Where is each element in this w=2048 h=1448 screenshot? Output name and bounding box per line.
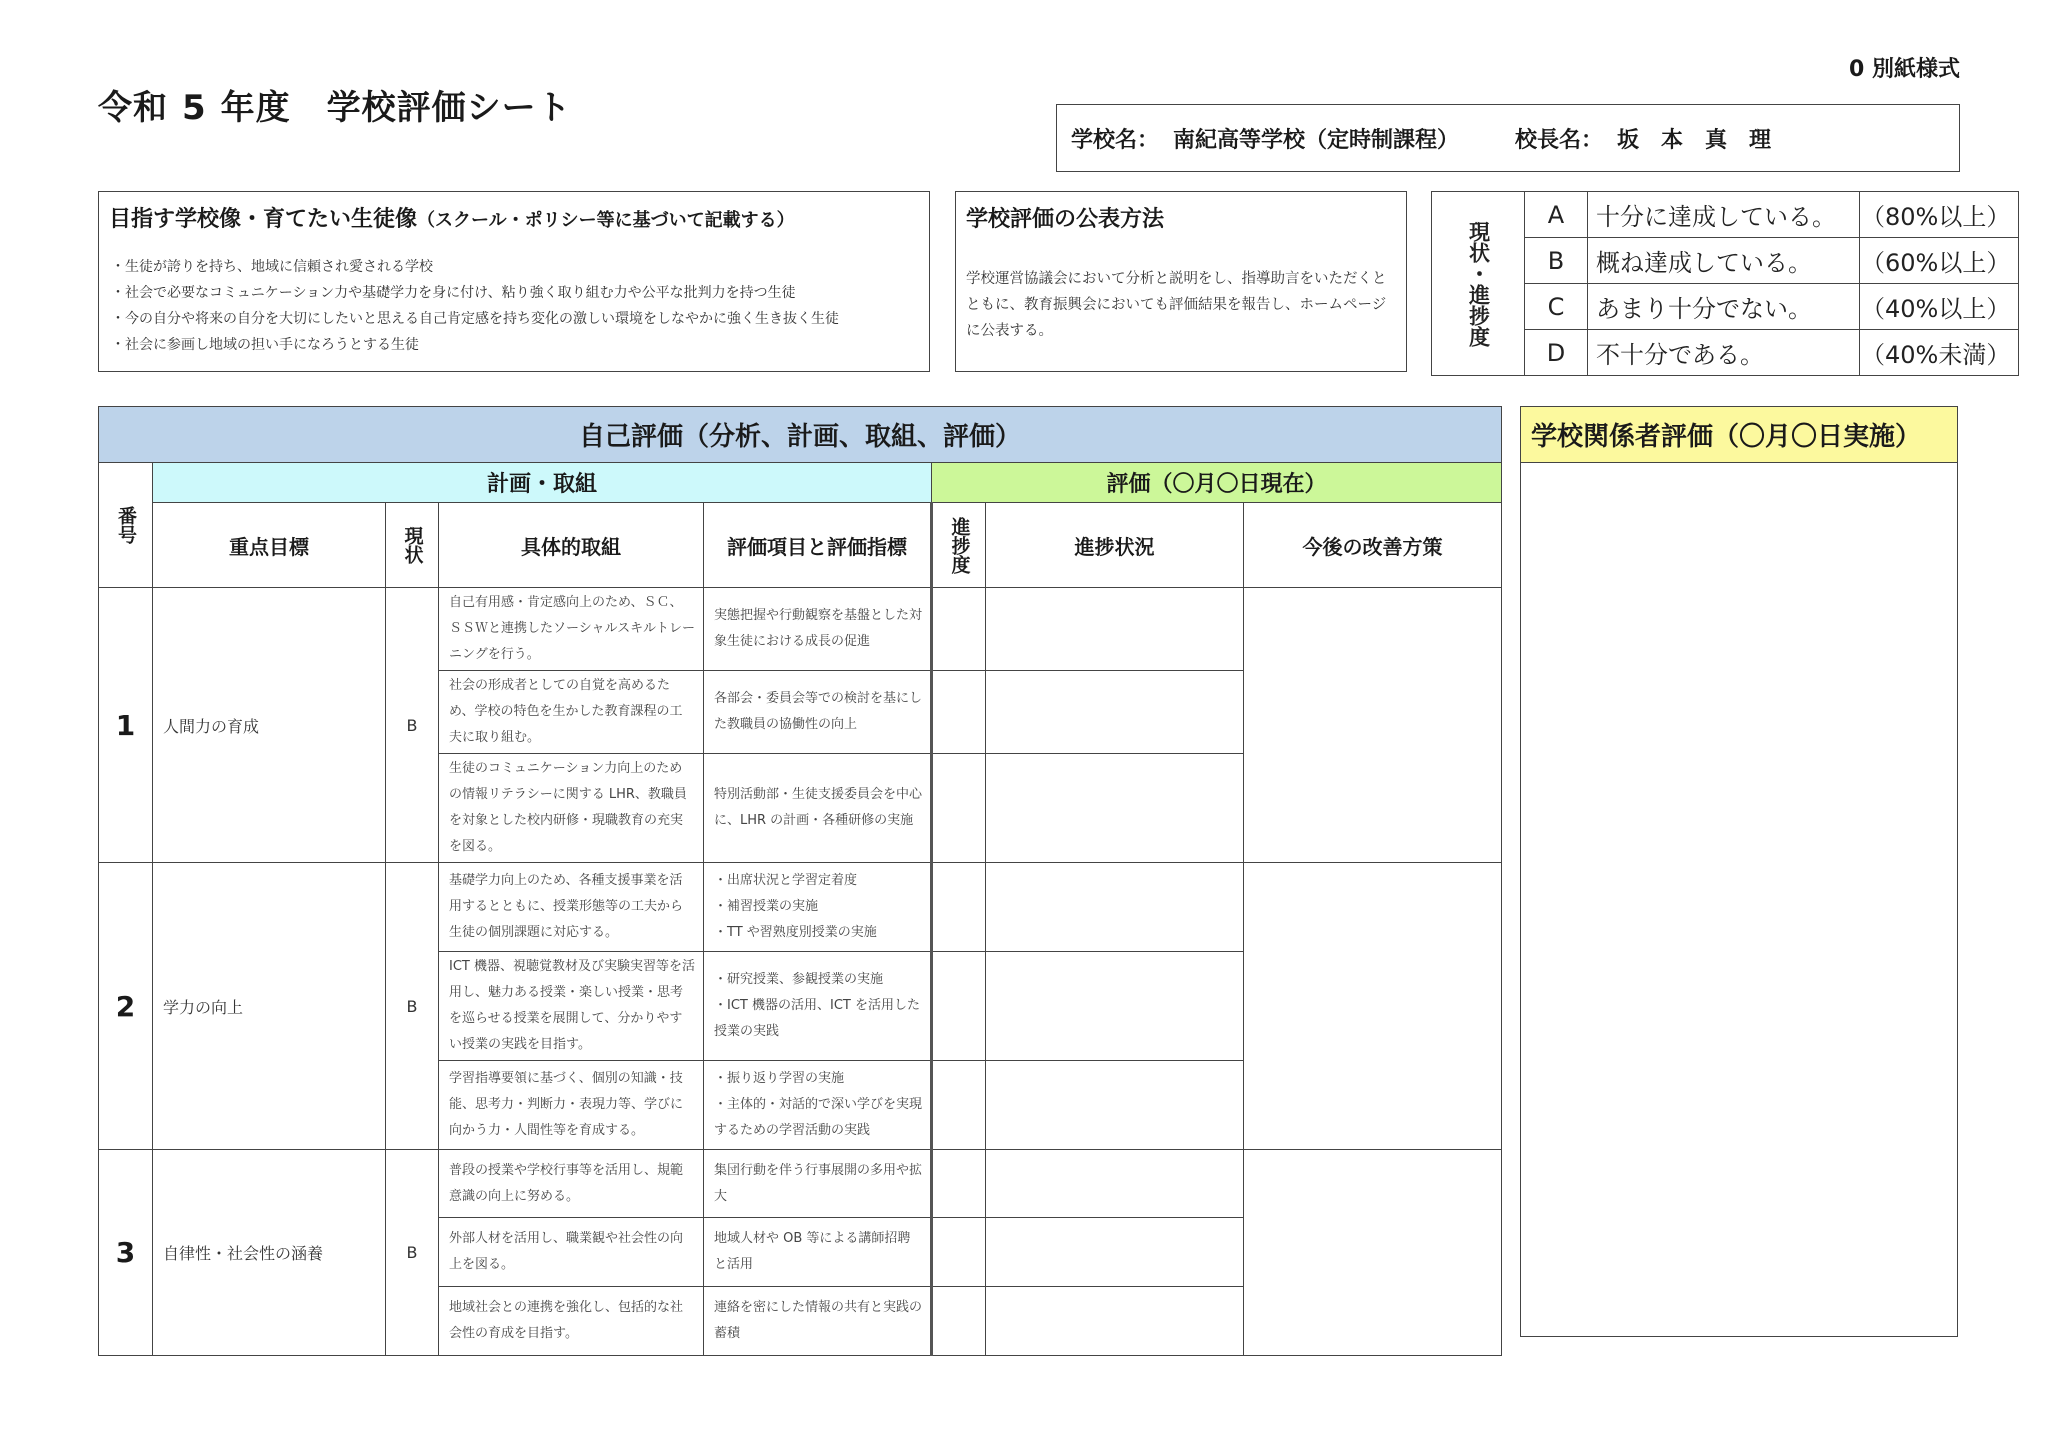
indicator-cell <box>704 588 932 671</box>
progress-level-cell[interactable] <box>932 754 986 863</box>
scale-pct: （40%未満） <box>1860 330 2019 376</box>
indicator-cell <box>704 1150 932 1218</box>
principal-label: 校長名： <box>1515 127 1604 153</box>
col-improvement: 今後の改善方策 <box>1244 503 1502 588</box>
table-row <box>1432 192 2019 238</box>
col-state <box>386 503 439 588</box>
indicator-cell <box>704 952 932 1061</box>
improvement-cell[interactable] <box>1244 1150 1502 1356</box>
indicator-line: ・研究授業、参観授業の実施 <box>714 972 884 987</box>
progress-level-cell[interactable] <box>932 1287 986 1356</box>
action-cell: 普段の授業や学校行事等を活用し、規範意識の向上に努める。 <box>439 1150 704 1218</box>
indicator-line: 集団行動を伴う行事展開の多用や拡大 <box>714 1162 923 1204</box>
school-name-label: 学校名： <box>1071 127 1160 153</box>
scale-legend <box>1431 191 2019 376</box>
action-cell: 生徒のコミュニケーション力向上のための情報リテラシーに関する LHR、教職員を対象とした校内研修・現職教育の充実を図る。 <box>439 754 704 863</box>
indicator-cell <box>704 863 932 952</box>
scale-pct: （40%以上） <box>1860 284 2019 330</box>
action-cell: 基礎学力向上のため、各種支援事業を活用するとともに、授業形態等の工夫から生徒の個別課題に対応する。 <box>439 863 704 952</box>
goal-name: 学力の向上 <box>153 863 386 1150</box>
progress-level-cell[interactable] <box>932 671 986 754</box>
stakeholder-eval-title: 学校関係者評価（〇月〇日実施） <box>1521 407 1957 463</box>
indicator-line: 連絡を密にした情報の共有と実践の蓄積 <box>714 1300 923 1341</box>
table-row <box>99 463 1502 503</box>
action-cell: 自己有用感・肯定感向上のため、ＳＣ、ＳＳＷと連携したソーシャルスキルトレーニングを行う。 <box>439 588 704 671</box>
scale-grade: C <box>1525 284 1588 330</box>
goal-number: 1 <box>99 588 153 863</box>
title-name: 学校評価シート <box>326 88 572 128</box>
progress-status-cell[interactable] <box>986 1218 1244 1287</box>
stakeholder-eval-body[interactable] <box>1521 463 1957 1336</box>
self-eval-section <box>98 406 1502 1356</box>
goal-state: B <box>386 1150 439 1356</box>
scale-grade: B <box>1525 238 1588 284</box>
indicator-line: ・出席状況と学習定着度 <box>714 873 858 888</box>
col-progress-level-text: 進捗度 <box>948 516 971 574</box>
indicator-line: ・振り返り学習の実施 <box>714 1071 845 1086</box>
progress-level-cell[interactable] <box>932 1218 986 1287</box>
vision-title <box>109 202 795 233</box>
school-name: 南紀高等学校（定時制課程） <box>1173 127 1460 153</box>
eval-header: 評価（〇月〇日現在） <box>932 463 1502 503</box>
scale-grade: A <box>1525 192 1588 238</box>
progress-status-cell[interactable] <box>986 1287 1244 1356</box>
self-eval-title: 自己評価（分析、計画、取組、評価） <box>99 407 1502 463</box>
progress-status-cell[interactable] <box>986 952 1244 1061</box>
improvement-cell[interactable] <box>1244 588 1502 863</box>
indicator-cell <box>704 1287 932 1356</box>
table-row <box>99 1150 1502 1218</box>
list-item: ・生徒が誇りを持ち、地域に信頼され愛される学校 <box>111 259 433 275</box>
action-cell: 地域社会との連携を強化し、包括的な社会性の育成を目指す。 <box>439 1287 704 1356</box>
vision-title-text: 目指す学校像・育てたい生徒像 <box>109 207 418 232</box>
col-number-text: 番号 <box>115 506 137 544</box>
scale-desc: あまり十分でない。 <box>1588 284 1860 330</box>
scale-pct: （60%以上） <box>1860 238 2019 284</box>
improvement-cell[interactable] <box>1244 863 1502 1150</box>
indicator-cell <box>704 1061 932 1150</box>
scale-desc: 十分に達成している。 <box>1588 192 1860 238</box>
col-number <box>99 463 153 588</box>
publish-title: 学校評価の公表方法 <box>966 207 1165 232</box>
indicator-line: ・主体的・対話的で深い学びを実現するための学習活動の実践 <box>714 1097 923 1138</box>
vision-panel <box>98 191 930 372</box>
publish-panel <box>955 191 1407 372</box>
table-row <box>99 407 1502 463</box>
principal-name: 坂 本 真 理 <box>1617 127 1772 153</box>
col-progress-status: 進捗状況 <box>986 503 1244 588</box>
indicator-line: 地域人材や OB 等による講師招聘と活用 <box>714 1231 911 1272</box>
goal-state: B <box>386 588 439 863</box>
progress-level-cell[interactable] <box>932 952 986 1061</box>
table-row <box>99 503 1502 588</box>
indicator-cell <box>704 1218 932 1287</box>
progress-level-cell[interactable] <box>932 1150 986 1218</box>
goal-state: B <box>386 863 439 1150</box>
progress-status-cell[interactable] <box>986 1150 1244 1218</box>
progress-level-cell[interactable] <box>932 863 986 952</box>
progress-status-cell[interactable] <box>986 588 1244 671</box>
goal-name: 自律性・社会性の涵養 <box>153 1150 386 1356</box>
stakeholder-eval-panel <box>1520 406 1958 1337</box>
progress-status-cell[interactable] <box>986 1061 1244 1150</box>
col-goal: 重点目標 <box>153 503 386 588</box>
scale-desc: 概ね達成している。 <box>1588 238 1860 284</box>
list-item: ・社会で必要なコミュニケーション力や基礎学力を身に付け、粘り強く取り組む力や公平な批判力を持つ生徒 <box>111 285 796 301</box>
progress-level-cell[interactable] <box>932 588 986 671</box>
action-cell: ICT 機器、視聴覚教材及び実験実習等を活用し、魅力ある授業・楽しい授業・思考を巡らせる授業を展開して、分かりやすい授業の実践を目指す。 <box>439 952 704 1061</box>
indicator-line: 特別活動部・生徒支援委員会を中心に、LHR の計画・各種研修の実施 <box>714 787 923 828</box>
scale-pct: （80%以上） <box>1860 192 2019 238</box>
list-item: ・今の自分や将来の自分を大切にしたいと思える自己肯定感を持ち変化の激しい環境をしなやかに強く生き抜く生徒 <box>111 311 839 327</box>
publish-text: 学校運営協議会において分析と説明をし、指導助言をいただくとともに、教育振興会においても評価結果を報告し、ホームページに公表する。 <box>966 271 1387 339</box>
vision-list <box>111 254 839 358</box>
goal-name: 人間力の育成 <box>153 588 386 863</box>
progress-status-cell[interactable] <box>986 671 1244 754</box>
table-row <box>99 588 1502 671</box>
action-cell: 社会の形成者としての自覚を高めるため、学校の特色を生かした教育課程の工夫に取り組む。 <box>439 671 704 754</box>
form-id: 0 別紙様式 <box>1849 57 1960 82</box>
indicator-line: ・ICT 機器の活用、ICT を活用した授業の実践 <box>714 998 920 1039</box>
indicator-line: ・TT や習熟度別授業の実施 <box>714 925 877 940</box>
table-row <box>99 863 1502 952</box>
action-cell: 学習指導要領に基づく、個別の知識・技能、思考力・判断力・表現力等、学びに向かう力・人間性等を育成する。 <box>439 1061 704 1150</box>
progress-status-cell[interactable] <box>986 754 1244 863</box>
scale-header-text: 現状・進捗度 <box>1466 220 1491 347</box>
plan-header: 計画・取組 <box>153 463 932 503</box>
indicator-line: 各部会・委員会等での検討を基にした教職員の協働性の向上 <box>714 691 923 732</box>
indicator-line: 実態把握や行動観察を基盤とした対象生徒における成長の促進 <box>714 608 923 649</box>
page-title <box>98 80 586 129</box>
title-era: 令和 <box>98 88 168 128</box>
school-info-box <box>1056 104 1960 172</box>
title-year: 5 <box>182 88 207 128</box>
goal-number: 3 <box>99 1150 153 1356</box>
indicator-cell <box>704 754 932 863</box>
col-indicator: 評価項目と評価指標 <box>704 503 932 588</box>
col-state-text: 現状 <box>401 526 424 564</box>
col-progress-level <box>932 503 986 588</box>
scale-grade: D <box>1525 330 1588 376</box>
action-cell: 外部人材を活用し、職業観や社会性の向上を図る。 <box>439 1218 704 1287</box>
progress-status-cell[interactable] <box>986 863 1244 952</box>
progress-level-cell[interactable] <box>932 1061 986 1150</box>
title-suffix: 年度 <box>220 88 291 128</box>
col-action: 具体的取組 <box>439 503 704 588</box>
indicator-line: ・補習授業の実施 <box>714 899 819 914</box>
vision-title-note: （スクール・ポリシー等に基づいて記載する） <box>417 210 795 231</box>
scale-header <box>1432 192 1525 376</box>
scale-desc: 不十分である。 <box>1588 330 1860 376</box>
list-item: ・社会に参画し地域の担い手になろうとする生徒 <box>111 337 419 353</box>
indicator-cell <box>704 671 932 754</box>
goal-number: 2 <box>99 863 153 1150</box>
